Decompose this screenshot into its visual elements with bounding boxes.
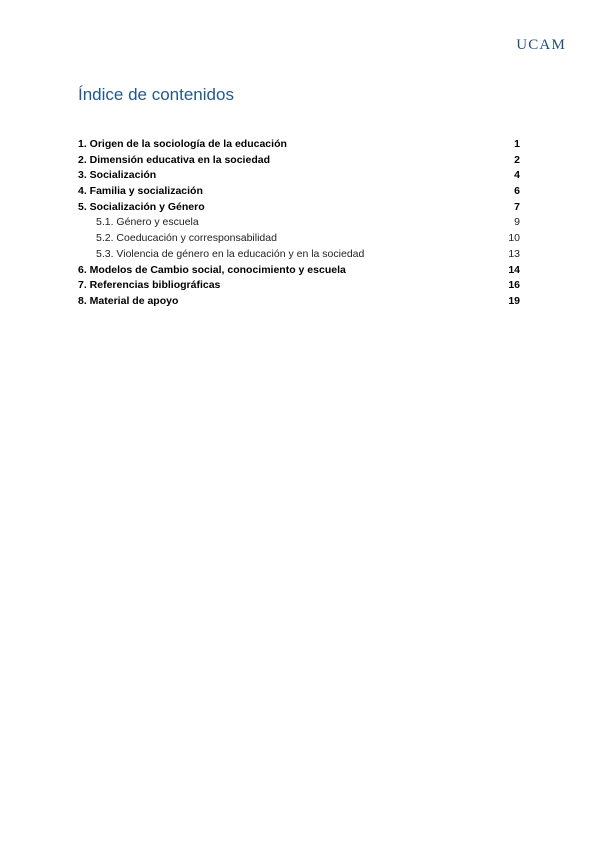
ucam-logo: UCAM — [516, 37, 566, 53]
toc-entry-page: 9 — [514, 216, 520, 229]
toc-entry-label: 5. Socialización y Género — [78, 200, 205, 213]
toc-entry-4[interactable] — [78, 184, 520, 200]
toc-entry-7[interactable] — [78, 278, 520, 294]
toc-entry-page: 7 — [514, 200, 520, 213]
toc-entry-5-2[interactable] — [78, 231, 520, 247]
toc-entry-label: 5.1. Género y escuela — [96, 216, 199, 229]
toc-entry-page: 6 — [514, 185, 520, 198]
toc-entry-label: 8. Material de apoyo — [78, 294, 179, 307]
toc-entry-5-3[interactable] — [78, 247, 520, 263]
table-of-contents — [78, 137, 520, 310]
toc-entry-label: 5.3. Violencia de género en la educación y en la sociedad — [96, 247, 365, 260]
toc-entry-page: 14 — [508, 263, 520, 276]
toc-entry-page: 13 — [508, 247, 520, 260]
toc-entry-5[interactable] — [78, 200, 520, 216]
toc-entry-5-1[interactable] — [78, 215, 520, 231]
toc-entry-label: 6. Modelos de Cambio social, conocimiento y escuela — [78, 263, 346, 276]
toc-entry-page: 10 — [508, 232, 520, 245]
toc-entry-2[interactable] — [78, 153, 520, 169]
page-title: Índice de contenidos — [78, 85, 234, 104]
toc-entry-8[interactable] — [78, 294, 520, 310]
toc-entry-page: 4 — [514, 169, 520, 182]
toc-entry-label: 7. Referencias bibliográficas — [78, 279, 221, 292]
toc-entry-label: 3. Socialización — [78, 169, 157, 182]
toc-entry-label: 4. Familia y socialización — [78, 185, 203, 198]
toc-entry-page: 1 — [514, 138, 520, 150]
toc-entry-page: 2 — [514, 153, 520, 166]
toc-entry-page: 19 — [508, 294, 520, 307]
toc-entry-6[interactable] — [78, 263, 520, 279]
toc-entry-1[interactable] — [78, 137, 520, 153]
toc-entry-page: 16 — [508, 279, 520, 292]
toc-entry-label: 1. Origen de la sociología de la educación — [78, 138, 287, 150]
toc-entry-3[interactable] — [78, 168, 520, 184]
toc-entry-label: 2. Dimensión educativa en la sociedad — [78, 153, 270, 166]
toc-entry-label: 5.2. Coeducación y corresponsabilidad — [96, 232, 277, 245]
